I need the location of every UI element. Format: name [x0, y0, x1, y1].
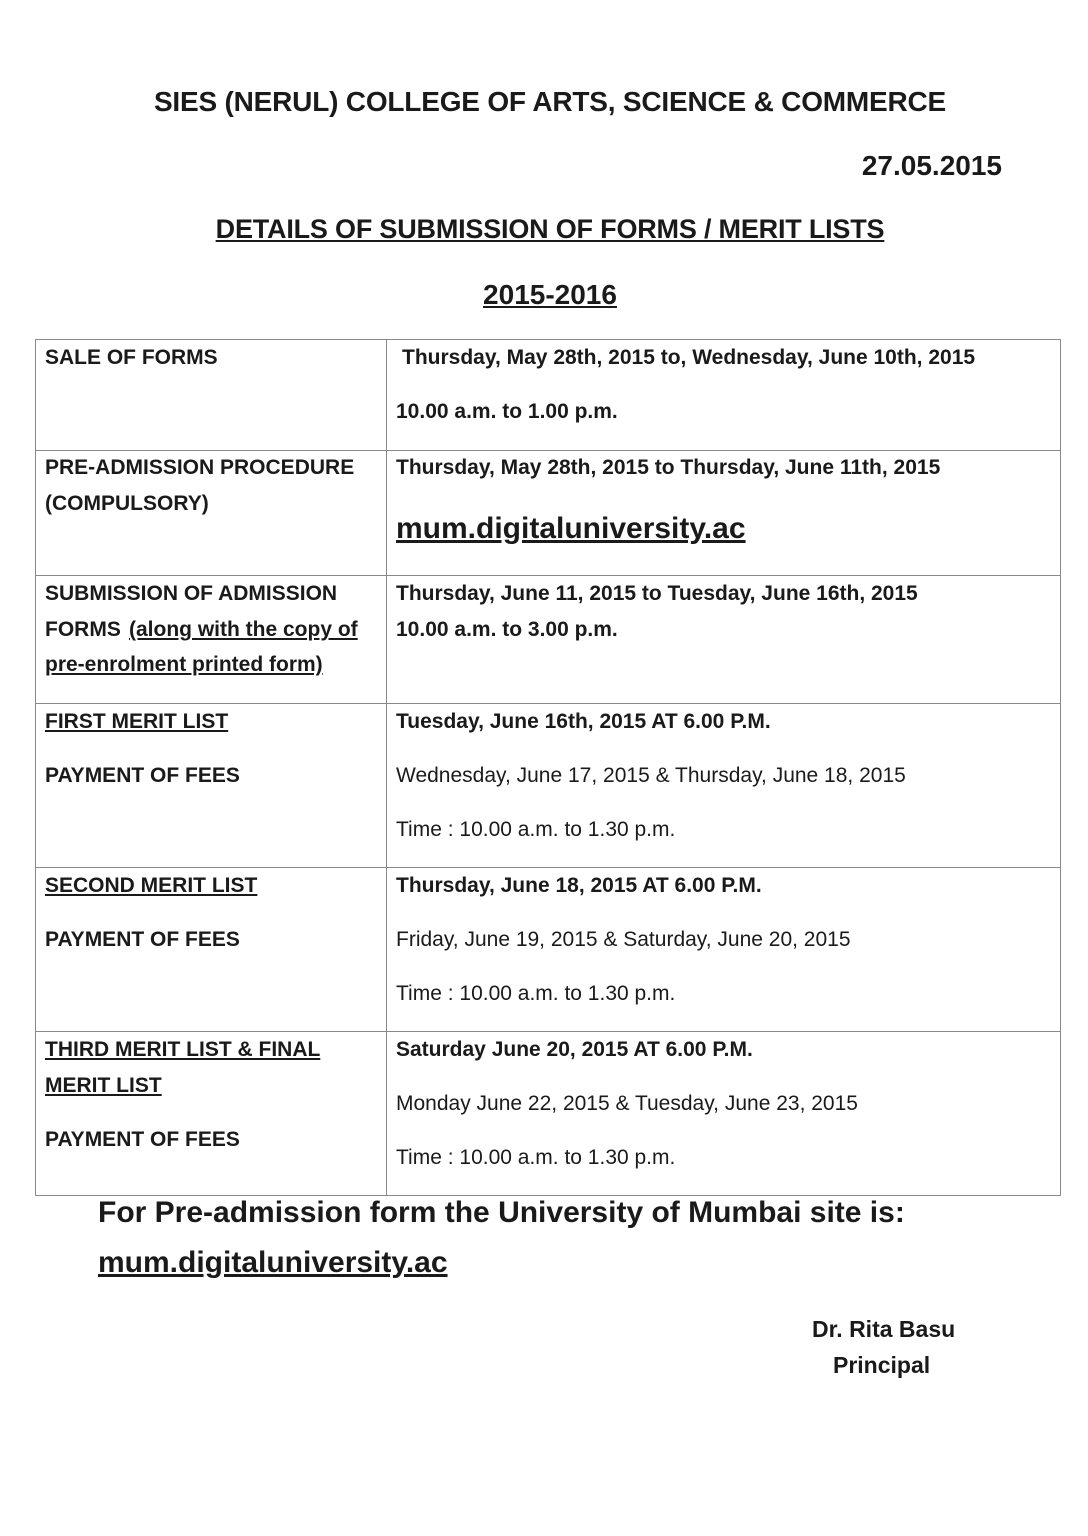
row-time: Time : 10.00 a.m. to 1.30 p.m.	[396, 818, 676, 841]
table-row	[36, 704, 1061, 868]
schedule-table	[35, 339, 1061, 1196]
row-label: SUBMISSION OF ADMISSION	[45, 582, 338, 605]
row-label: PAYMENT OF FEES	[45, 928, 240, 951]
table-row	[36, 340, 1061, 451]
table-row	[36, 576, 1061, 704]
row-time: Time : 10.00 a.m. to 1.30 p.m.	[396, 1146, 676, 1169]
footer-site-link[interactable]: mum.digitaluniversity.ac	[98, 1246, 448, 1279]
row-label: (COMPULSORY)	[45, 492, 209, 515]
row-label: FORMS	[45, 618, 121, 641]
row-value-cell	[387, 704, 1061, 868]
row-label: THIRD MERIT LIST & FINAL	[45, 1038, 321, 1061]
row-time: 10.00 a.m. to 3.00 p.m.	[396, 618, 618, 641]
row-label: FIRST MERIT LIST	[45, 710, 229, 733]
table-row	[36, 451, 1061, 576]
row-value-cell	[387, 340, 1061, 451]
row-value: Wednesday, June 17, 2015 & Thursday, June 18, 2015	[396, 764, 906, 787]
row-label-cell	[36, 704, 387, 868]
row-value: Thursday, May 28th, 2015 to Thursday, June 11th, 2015	[396, 456, 941, 479]
row-value: Tuesday, June 16th, 2015 AT 6.00 P.M.	[396, 710, 771, 733]
row-value: Friday, June 19, 2015 & Saturday, June 20, 2015	[396, 928, 851, 951]
signer-name: Dr. Rita Basu	[812, 1316, 956, 1342]
notice-title: DETAILS OF SUBMISSION OF FORMS / MERIT LISTS	[215, 214, 885, 244]
row-value: Thursday, June 11, 2015 to Tuesday, June 16th, 2015	[396, 582, 918, 605]
row-label: PRE-ADMISSION PROCEDURE	[45, 456, 355, 479]
row-time: 10.00 a.m. to 1.00 p.m.	[396, 400, 618, 423]
row-label: PAYMENT OF FEES	[45, 1128, 240, 1151]
row-label-cell	[36, 451, 387, 576]
row-value-cell	[387, 576, 1061, 704]
row-label: SALE OF FORMS	[45, 346, 218, 369]
table-row	[36, 868, 1061, 1032]
row-label: MERIT LIST	[45, 1074, 162, 1097]
row-label-note: pre-enrolment printed form)	[45, 653, 323, 676]
row-value: Thursday, May 28th, 2015 to, Wednesday, June 10th, 2015	[402, 346, 976, 369]
row-label-cell	[36, 1032, 387, 1196]
row-value: Monday June 22, 2015 & Tuesday, June 23, 2015	[396, 1092, 858, 1115]
footer-note: For Pre-admission form the University of Mumbai site is:	[98, 1196, 905, 1229]
college-name: SIES (NERUL) COLLEGE OF ARTS, SCIENCE & COMMERCE	[153, 86, 947, 117]
row-value: Thursday, June 18, 2015 AT 6.00 P.M.	[396, 874, 762, 897]
row-time: Time : 10.00 a.m. to 1.30 p.m.	[396, 982, 676, 1005]
academic-year: 2015-2016	[483, 279, 617, 310]
notice-date: 27.05.2015	[861, 150, 1002, 181]
row-label-cell	[36, 576, 387, 704]
row-label: PAYMENT OF FEES	[45, 764, 240, 787]
row-value: Saturday June 20, 2015 AT 6.00 P.M.	[396, 1038, 753, 1061]
row-label-note: (along with the copy of	[129, 618, 358, 641]
row-label: SECOND MERIT LIST	[45, 874, 258, 897]
row-value-cell	[387, 868, 1061, 1032]
signer-role: Principal	[833, 1352, 931, 1378]
row-value-cell	[387, 1032, 1061, 1196]
university-site-link[interactable]: mum.digitaluniversity.ac	[396, 512, 746, 545]
row-label-cell	[36, 340, 387, 451]
row-value-cell	[387, 451, 1061, 576]
table-row	[36, 1032, 1061, 1196]
row-label-cell	[36, 868, 387, 1032]
